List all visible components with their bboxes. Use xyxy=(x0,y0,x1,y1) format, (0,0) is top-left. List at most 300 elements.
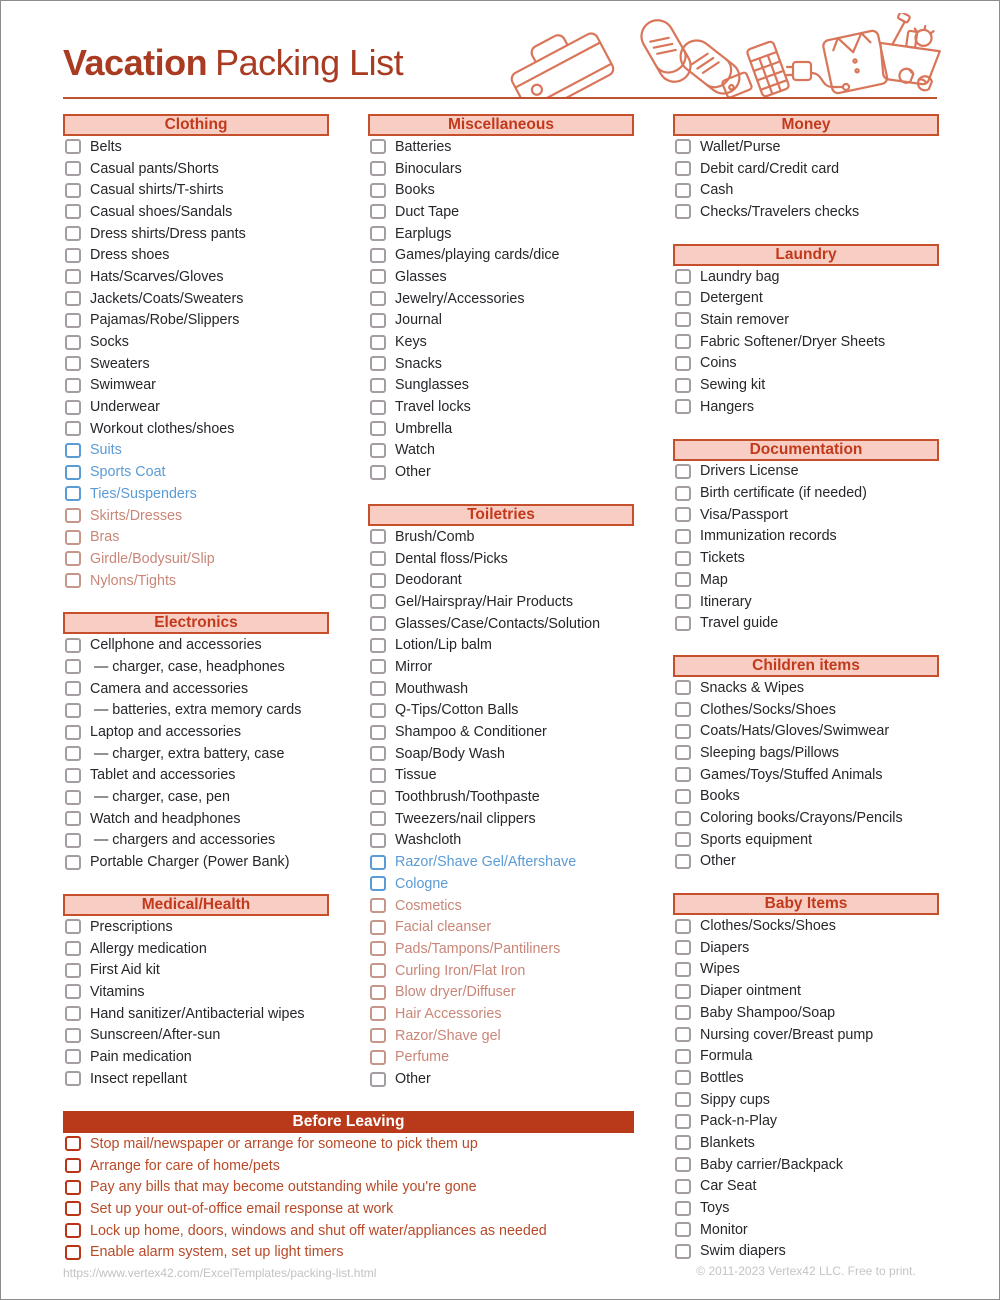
checkbox[interactable] xyxy=(370,400,386,415)
item-label: Sweaters xyxy=(90,355,150,372)
item-label: Cosmetics xyxy=(395,897,462,914)
item-label: Birth certificate (if needed) xyxy=(700,485,867,502)
section-clothing xyxy=(63,114,329,591)
checkbox[interactable] xyxy=(65,226,81,241)
checkbox[interactable] xyxy=(65,139,81,154)
checkbox[interactable] xyxy=(65,269,81,284)
checkbox[interactable] xyxy=(675,1049,691,1064)
checkbox[interactable] xyxy=(65,508,81,523)
checkbox[interactable] xyxy=(370,725,386,740)
checklist-item xyxy=(673,287,939,309)
checkbox[interactable] xyxy=(65,638,81,653)
checkbox[interactable] xyxy=(65,443,81,458)
item-label: Toys xyxy=(700,1200,730,1217)
checkbox[interactable] xyxy=(675,680,691,695)
checkbox[interactable] xyxy=(65,291,81,306)
checkbox[interactable] xyxy=(370,659,386,674)
checkbox[interactable] xyxy=(675,269,691,284)
checkbox[interactable] xyxy=(675,1222,691,1237)
item-label: Other xyxy=(700,853,736,870)
checkbox[interactable] xyxy=(370,204,386,219)
section-header: Baby Items xyxy=(673,893,939,915)
checkbox[interactable] xyxy=(675,919,691,934)
footer-copyright: © 2011-2023 Vertex42 LLC. Free to print. xyxy=(696,1264,916,1278)
checkbox[interactable] xyxy=(65,1201,81,1216)
checkbox[interactable] xyxy=(65,1006,81,1021)
checklist-item xyxy=(63,310,329,332)
checkbox[interactable] xyxy=(65,1049,81,1064)
item-label: Clothes/Socks/Shoes xyxy=(700,918,836,935)
checkbox[interactable] xyxy=(675,1157,691,1172)
item-label: Other xyxy=(395,464,431,481)
checkbox[interactable] xyxy=(370,790,386,805)
checkbox[interactable] xyxy=(370,1028,386,1043)
item-label: Books xyxy=(700,788,740,805)
checklist-item xyxy=(63,288,329,310)
checklist-item xyxy=(673,396,939,418)
checklist-item xyxy=(673,158,939,180)
checklist-item xyxy=(673,569,939,591)
item-label: Stop mail/newspaper or arrange for someone to pick them up xyxy=(90,1135,478,1152)
checklist-item xyxy=(368,548,634,570)
checkbox[interactable] xyxy=(675,962,691,977)
item-label: Stain remover xyxy=(700,311,789,328)
section-miscellaneous xyxy=(368,114,634,483)
item-label: Washcloth xyxy=(395,832,462,849)
checklist-item xyxy=(673,807,939,829)
checklist-item xyxy=(368,569,634,591)
checkbox[interactable] xyxy=(65,183,81,198)
checkbox[interactable] xyxy=(370,811,386,826)
checkbox[interactable] xyxy=(370,421,386,436)
checkbox[interactable] xyxy=(370,768,386,783)
checkbox[interactable] xyxy=(370,183,386,198)
checkbox[interactable] xyxy=(65,659,81,674)
checkbox[interactable] xyxy=(65,335,81,350)
charger-icon xyxy=(787,62,849,90)
checkbox[interactable] xyxy=(675,1179,691,1194)
checkbox[interactable] xyxy=(675,507,691,522)
item-label: Allergy medication xyxy=(90,940,207,957)
checkbox[interactable] xyxy=(675,1135,691,1150)
checkbox[interactable] xyxy=(675,940,691,955)
checkbox[interactable] xyxy=(675,486,691,501)
item-label: Visa/Passport xyxy=(700,506,788,523)
checklist-item xyxy=(368,1025,634,1047)
section-laundry xyxy=(673,244,939,418)
section-header: Miscellaneous xyxy=(368,114,634,136)
item-label: Underwear xyxy=(90,399,160,416)
item-label: Detergent xyxy=(700,290,763,307)
checkbox[interactable] xyxy=(65,1223,81,1238)
section-money xyxy=(673,114,939,223)
item-label: Sunscreen/After-sun xyxy=(90,1027,221,1044)
checklist-item xyxy=(673,1024,939,1046)
checkbox[interactable] xyxy=(675,1027,691,1042)
checkbox[interactable] xyxy=(65,356,81,371)
checkbox[interactable] xyxy=(675,724,691,739)
item-label: Other xyxy=(395,1071,431,1088)
checklist-item xyxy=(368,1068,634,1090)
checklist-item xyxy=(368,288,634,310)
checkbox[interactable] xyxy=(65,984,81,999)
item-label: Sippy cups xyxy=(700,1091,770,1108)
checkbox[interactable] xyxy=(65,1158,81,1173)
checkbox[interactable] xyxy=(370,465,386,480)
checkbox[interactable] xyxy=(675,1092,691,1107)
checkbox[interactable] xyxy=(65,313,81,328)
checklist-item xyxy=(673,461,939,483)
item-label: Hats/Scarves/Gloves xyxy=(90,268,224,285)
checkbox[interactable] xyxy=(65,941,81,956)
item-label: Socks xyxy=(90,334,129,351)
checkbox[interactable] xyxy=(675,312,691,327)
checklist-item xyxy=(63,548,329,570)
checkbox[interactable] xyxy=(675,356,691,371)
column-1 xyxy=(63,114,329,1111)
checkbox[interactable] xyxy=(370,226,386,241)
checklist-item xyxy=(368,960,634,982)
checklist-item xyxy=(368,765,634,787)
checklist-item xyxy=(673,915,939,937)
checkbox[interactable] xyxy=(675,767,691,782)
checklist-item xyxy=(63,1133,634,1155)
checkbox[interactable] xyxy=(370,920,386,935)
item-label: Suits xyxy=(90,442,122,459)
checkbox[interactable] xyxy=(675,1114,691,1129)
item-label: Pads/Tampons/Pantiliners xyxy=(395,940,561,957)
checkbox[interactable] xyxy=(370,443,386,458)
checkbox[interactable] xyxy=(65,811,81,826)
item-label: Immunization records xyxy=(700,528,837,545)
checkbox[interactable] xyxy=(65,248,81,263)
item-label: Cash xyxy=(700,182,734,199)
item-label: Curling Iron/Flat Iron xyxy=(395,962,526,979)
checkbox[interactable] xyxy=(675,378,691,393)
checklist-item xyxy=(673,309,939,331)
checkbox[interactable] xyxy=(675,702,691,717)
checkbox[interactable] xyxy=(675,616,691,631)
checkbox[interactable] xyxy=(65,530,81,545)
checkbox[interactable] xyxy=(675,745,691,760)
checklist-item xyxy=(63,656,329,678)
checkbox[interactable] xyxy=(370,616,386,631)
item-label: Set up your out-of-office email response at work xyxy=(90,1200,394,1217)
checkbox[interactable] xyxy=(65,421,81,436)
checklist-item xyxy=(63,1241,634,1263)
checkbox[interactable] xyxy=(675,291,691,306)
checkbox[interactable] xyxy=(675,1244,691,1259)
checkbox[interactable] xyxy=(370,529,386,544)
checklist-item xyxy=(63,700,329,722)
item-label: Pain medication xyxy=(90,1048,192,1065)
section-header: Laundry xyxy=(673,244,939,266)
checkbox[interactable] xyxy=(370,963,386,978)
item-label: Lotion/Lip balm xyxy=(395,637,492,654)
item-label: Cologne xyxy=(395,875,449,892)
before-leaving-items xyxy=(63,1133,634,1263)
checklist-item xyxy=(673,331,939,353)
checkbox[interactable] xyxy=(370,638,386,653)
checklist-item xyxy=(63,570,329,592)
item-label: Razor/Shave gel xyxy=(395,1027,501,1044)
checkbox[interactable] xyxy=(675,572,691,587)
checkbox[interactable] xyxy=(65,1245,81,1260)
toiletry-bag-icon xyxy=(876,13,941,86)
checkbox[interactable] xyxy=(65,486,81,501)
checklist-item xyxy=(368,678,634,700)
checklist-item xyxy=(63,1068,329,1090)
checklist-item xyxy=(368,634,634,656)
checkbox[interactable] xyxy=(65,1136,81,1151)
checklist-item xyxy=(368,1003,634,1025)
checklist-item xyxy=(673,764,939,786)
item-label: Tickets xyxy=(700,550,745,567)
checklist-item xyxy=(673,1132,939,1154)
item-label: Blow dryer/Diffuser xyxy=(395,984,516,1001)
checklist-item xyxy=(673,1197,939,1219)
item-label: Prescriptions xyxy=(90,918,173,935)
checklist-item xyxy=(63,418,329,440)
checklist-item xyxy=(673,742,939,764)
item-label: Tweezers/nail clippers xyxy=(395,810,536,827)
item-label: Clothes/Socks/Shoes xyxy=(700,701,836,718)
checklist-item xyxy=(63,851,329,873)
checkbox[interactable] xyxy=(65,855,81,870)
item-label: Dental floss/Picks xyxy=(395,550,508,567)
checkbox[interactable] xyxy=(675,1005,691,1020)
checkbox[interactable] xyxy=(370,335,386,350)
checklist-item xyxy=(368,938,634,960)
item-label: Pack-n-Play xyxy=(700,1113,778,1130)
item-label: Glasses/Case/Contacts/Solution xyxy=(395,615,601,632)
item-label: Enable alarm system, set up light timers xyxy=(90,1244,344,1261)
item-label: Laundry bag xyxy=(700,268,780,285)
section-header: Documentation xyxy=(673,439,939,461)
checkbox[interactable] xyxy=(65,1180,81,1195)
checklist-item xyxy=(673,504,939,526)
item-label: Diapers xyxy=(700,939,750,956)
checkbox[interactable] xyxy=(65,703,81,718)
item-label: Toothbrush/Toothpaste xyxy=(395,789,540,806)
checklist-item xyxy=(673,1154,939,1176)
item-label: Car Seat xyxy=(700,1178,757,1195)
checkbox[interactable] xyxy=(370,313,386,328)
item-label: Soap/Body Wash xyxy=(395,745,505,762)
checkbox[interactable] xyxy=(675,529,691,544)
checklist-item xyxy=(368,700,634,722)
checklist-item xyxy=(673,1110,939,1132)
checkbox[interactable] xyxy=(675,464,691,479)
before-leaving-section xyxy=(63,1111,634,1280)
checkbox[interactable] xyxy=(370,876,386,891)
checklist-item xyxy=(368,223,634,245)
checkbox[interactable] xyxy=(675,1201,691,1216)
item-label: Monitor xyxy=(700,1221,748,1238)
checkbox[interactable] xyxy=(675,1070,691,1085)
checkbox[interactable] xyxy=(65,681,81,696)
checklist-item xyxy=(63,440,329,462)
item-label: Map xyxy=(700,571,728,588)
checklist-item xyxy=(368,179,634,201)
checklist-item xyxy=(673,353,939,375)
checkbox[interactable] xyxy=(65,400,81,415)
checklist-item xyxy=(63,678,329,700)
checklist-item xyxy=(673,374,939,396)
checklist-item xyxy=(673,1002,939,1024)
item-label: Arrange for care of home/pets xyxy=(90,1157,280,1174)
item-label: Q-Tips/Cotton Balls xyxy=(395,702,519,719)
checklist-item xyxy=(63,634,329,656)
section-medical-health xyxy=(63,894,329,1090)
footer-url: https://www.vertex42.com/ExcelTemplates/packing-list.html xyxy=(63,1266,377,1281)
section-header: Clothing xyxy=(63,114,329,136)
item-label: Jackets/Coats/Sweaters xyxy=(90,290,244,307)
checkbox[interactable] xyxy=(65,790,81,805)
checkbox[interactable] xyxy=(675,399,691,414)
checkbox[interactable] xyxy=(675,551,691,566)
section-documentation xyxy=(673,439,939,635)
checklist-item xyxy=(63,223,329,245)
checklist-item xyxy=(673,1089,939,1111)
item-label: Travel guide xyxy=(700,615,779,632)
item-label: Snacks & Wipes xyxy=(700,679,805,696)
checklist-item xyxy=(63,1003,329,1025)
item-label: Drivers License xyxy=(700,463,799,480)
shoe-icon xyxy=(636,14,697,87)
item-label: Casual pants/Shorts xyxy=(90,160,219,177)
checkbox[interactable] xyxy=(65,919,81,934)
checkbox[interactable] xyxy=(675,139,691,154)
checkbox[interactable] xyxy=(675,832,691,847)
checkbox[interactable] xyxy=(370,573,386,588)
item-label: Mirror xyxy=(395,658,433,675)
checkbox[interactable] xyxy=(370,551,386,566)
checklist-item xyxy=(368,981,634,1003)
checkbox[interactable] xyxy=(370,378,386,393)
checkbox[interactable] xyxy=(675,789,691,804)
checkbox[interactable] xyxy=(675,811,691,826)
checklist-item xyxy=(368,310,634,332)
checkbox[interactable] xyxy=(370,941,386,956)
checklist-item xyxy=(368,786,634,808)
checkbox[interactable] xyxy=(65,746,81,761)
checklist-item xyxy=(368,873,634,895)
checkbox[interactable] xyxy=(370,356,386,371)
checkbox[interactable] xyxy=(65,573,81,588)
item-label: Skirts/Dresses xyxy=(90,507,183,524)
checkbox[interactable] xyxy=(65,1071,81,1086)
item-label: Coloring books/Crayons/Pencils xyxy=(700,810,903,827)
checklist-item xyxy=(673,786,939,808)
item-label: Casual shoes/Sandals xyxy=(90,203,233,220)
checkbox[interactable] xyxy=(675,854,691,869)
checklist-item xyxy=(673,699,939,721)
checklist-item xyxy=(673,1241,939,1263)
checkbox[interactable] xyxy=(370,161,386,176)
checkbox[interactable] xyxy=(370,1006,386,1021)
item-label: Mouthwash xyxy=(395,680,469,697)
item-label: Baby Shampoo/Soap xyxy=(700,1004,836,1021)
checkbox[interactable] xyxy=(65,1028,81,1043)
checklist-item xyxy=(673,1067,939,1089)
item-label: Tissue xyxy=(395,767,437,784)
checkbox[interactable] xyxy=(370,269,386,284)
item-label: Belts xyxy=(90,138,122,155)
item-label: Bras xyxy=(90,529,120,546)
item-label: Pay any bills that may become outstanding while you're gone xyxy=(90,1179,477,1196)
checkbox[interactable] xyxy=(675,594,691,609)
checkbox[interactable] xyxy=(370,833,386,848)
checkbox[interactable] xyxy=(65,465,81,480)
checkbox[interactable] xyxy=(370,248,386,263)
checkbox[interactable] xyxy=(370,681,386,696)
checklist-item xyxy=(368,830,634,852)
checklist-item xyxy=(673,980,939,1002)
checkbox[interactable] xyxy=(370,855,386,870)
item-label: Deodorant xyxy=(395,572,462,589)
travel-items-illustration xyxy=(506,13,941,97)
item-label: Dress shirts/Dress pants xyxy=(90,225,246,242)
item-label: Dress shoes xyxy=(90,247,170,264)
checklist-item xyxy=(368,808,634,830)
checklist-item xyxy=(63,981,329,1003)
section-header: Toiletries xyxy=(368,504,634,526)
checklist-item xyxy=(63,526,329,548)
checkbox[interactable] xyxy=(370,703,386,718)
item-label: Itinerary xyxy=(700,593,752,610)
item-label: Wallet/Purse xyxy=(700,138,781,155)
checkbox[interactable] xyxy=(370,985,386,1000)
checkbox[interactable] xyxy=(65,161,81,176)
checklist-item xyxy=(63,808,329,830)
checkbox[interactable] xyxy=(65,725,81,740)
checkbox[interactable] xyxy=(370,1072,386,1087)
checkbox[interactable] xyxy=(370,139,386,154)
checkbox[interactable] xyxy=(370,291,386,306)
checkbox[interactable] xyxy=(370,746,386,761)
checkbox[interactable] xyxy=(65,833,81,848)
checkbox[interactable] xyxy=(65,378,81,393)
checkbox[interactable] xyxy=(675,334,691,349)
item-label: Shampoo & Conditioner xyxy=(395,724,547,741)
item-label: Jewelry/Accessories xyxy=(395,290,525,307)
item-label: Sports Coat xyxy=(90,464,166,481)
item-label: Diaper ointment xyxy=(700,983,801,1000)
checkbox[interactable] xyxy=(675,161,691,176)
checkbox[interactable] xyxy=(65,963,81,978)
item-label: Ties/Suspenders xyxy=(90,485,197,502)
item-label: Baby carrier/Backpack xyxy=(700,1156,844,1173)
checkbox[interactable] xyxy=(65,768,81,783)
checklist-item xyxy=(368,396,634,418)
checklist-item xyxy=(63,266,329,288)
checkbox[interactable] xyxy=(370,898,386,913)
item-label: Girdle/Bodysuit/Slip xyxy=(90,550,215,567)
checkbox[interactable] xyxy=(675,183,691,198)
checklist-item xyxy=(63,721,329,743)
checkbox[interactable] xyxy=(675,984,691,999)
checkbox[interactable] xyxy=(65,551,81,566)
item-label: Portable Charger (Power Bank) xyxy=(90,854,290,871)
checkbox[interactable] xyxy=(370,1050,386,1065)
item-label: — charger, extra battery, case xyxy=(94,745,285,762)
checkbox[interactable] xyxy=(675,204,691,219)
item-label: Vitamins xyxy=(90,983,145,1000)
checkbox[interactable] xyxy=(65,204,81,219)
item-label: Games/playing cards/dice xyxy=(395,247,560,264)
checkbox[interactable] xyxy=(370,594,386,609)
